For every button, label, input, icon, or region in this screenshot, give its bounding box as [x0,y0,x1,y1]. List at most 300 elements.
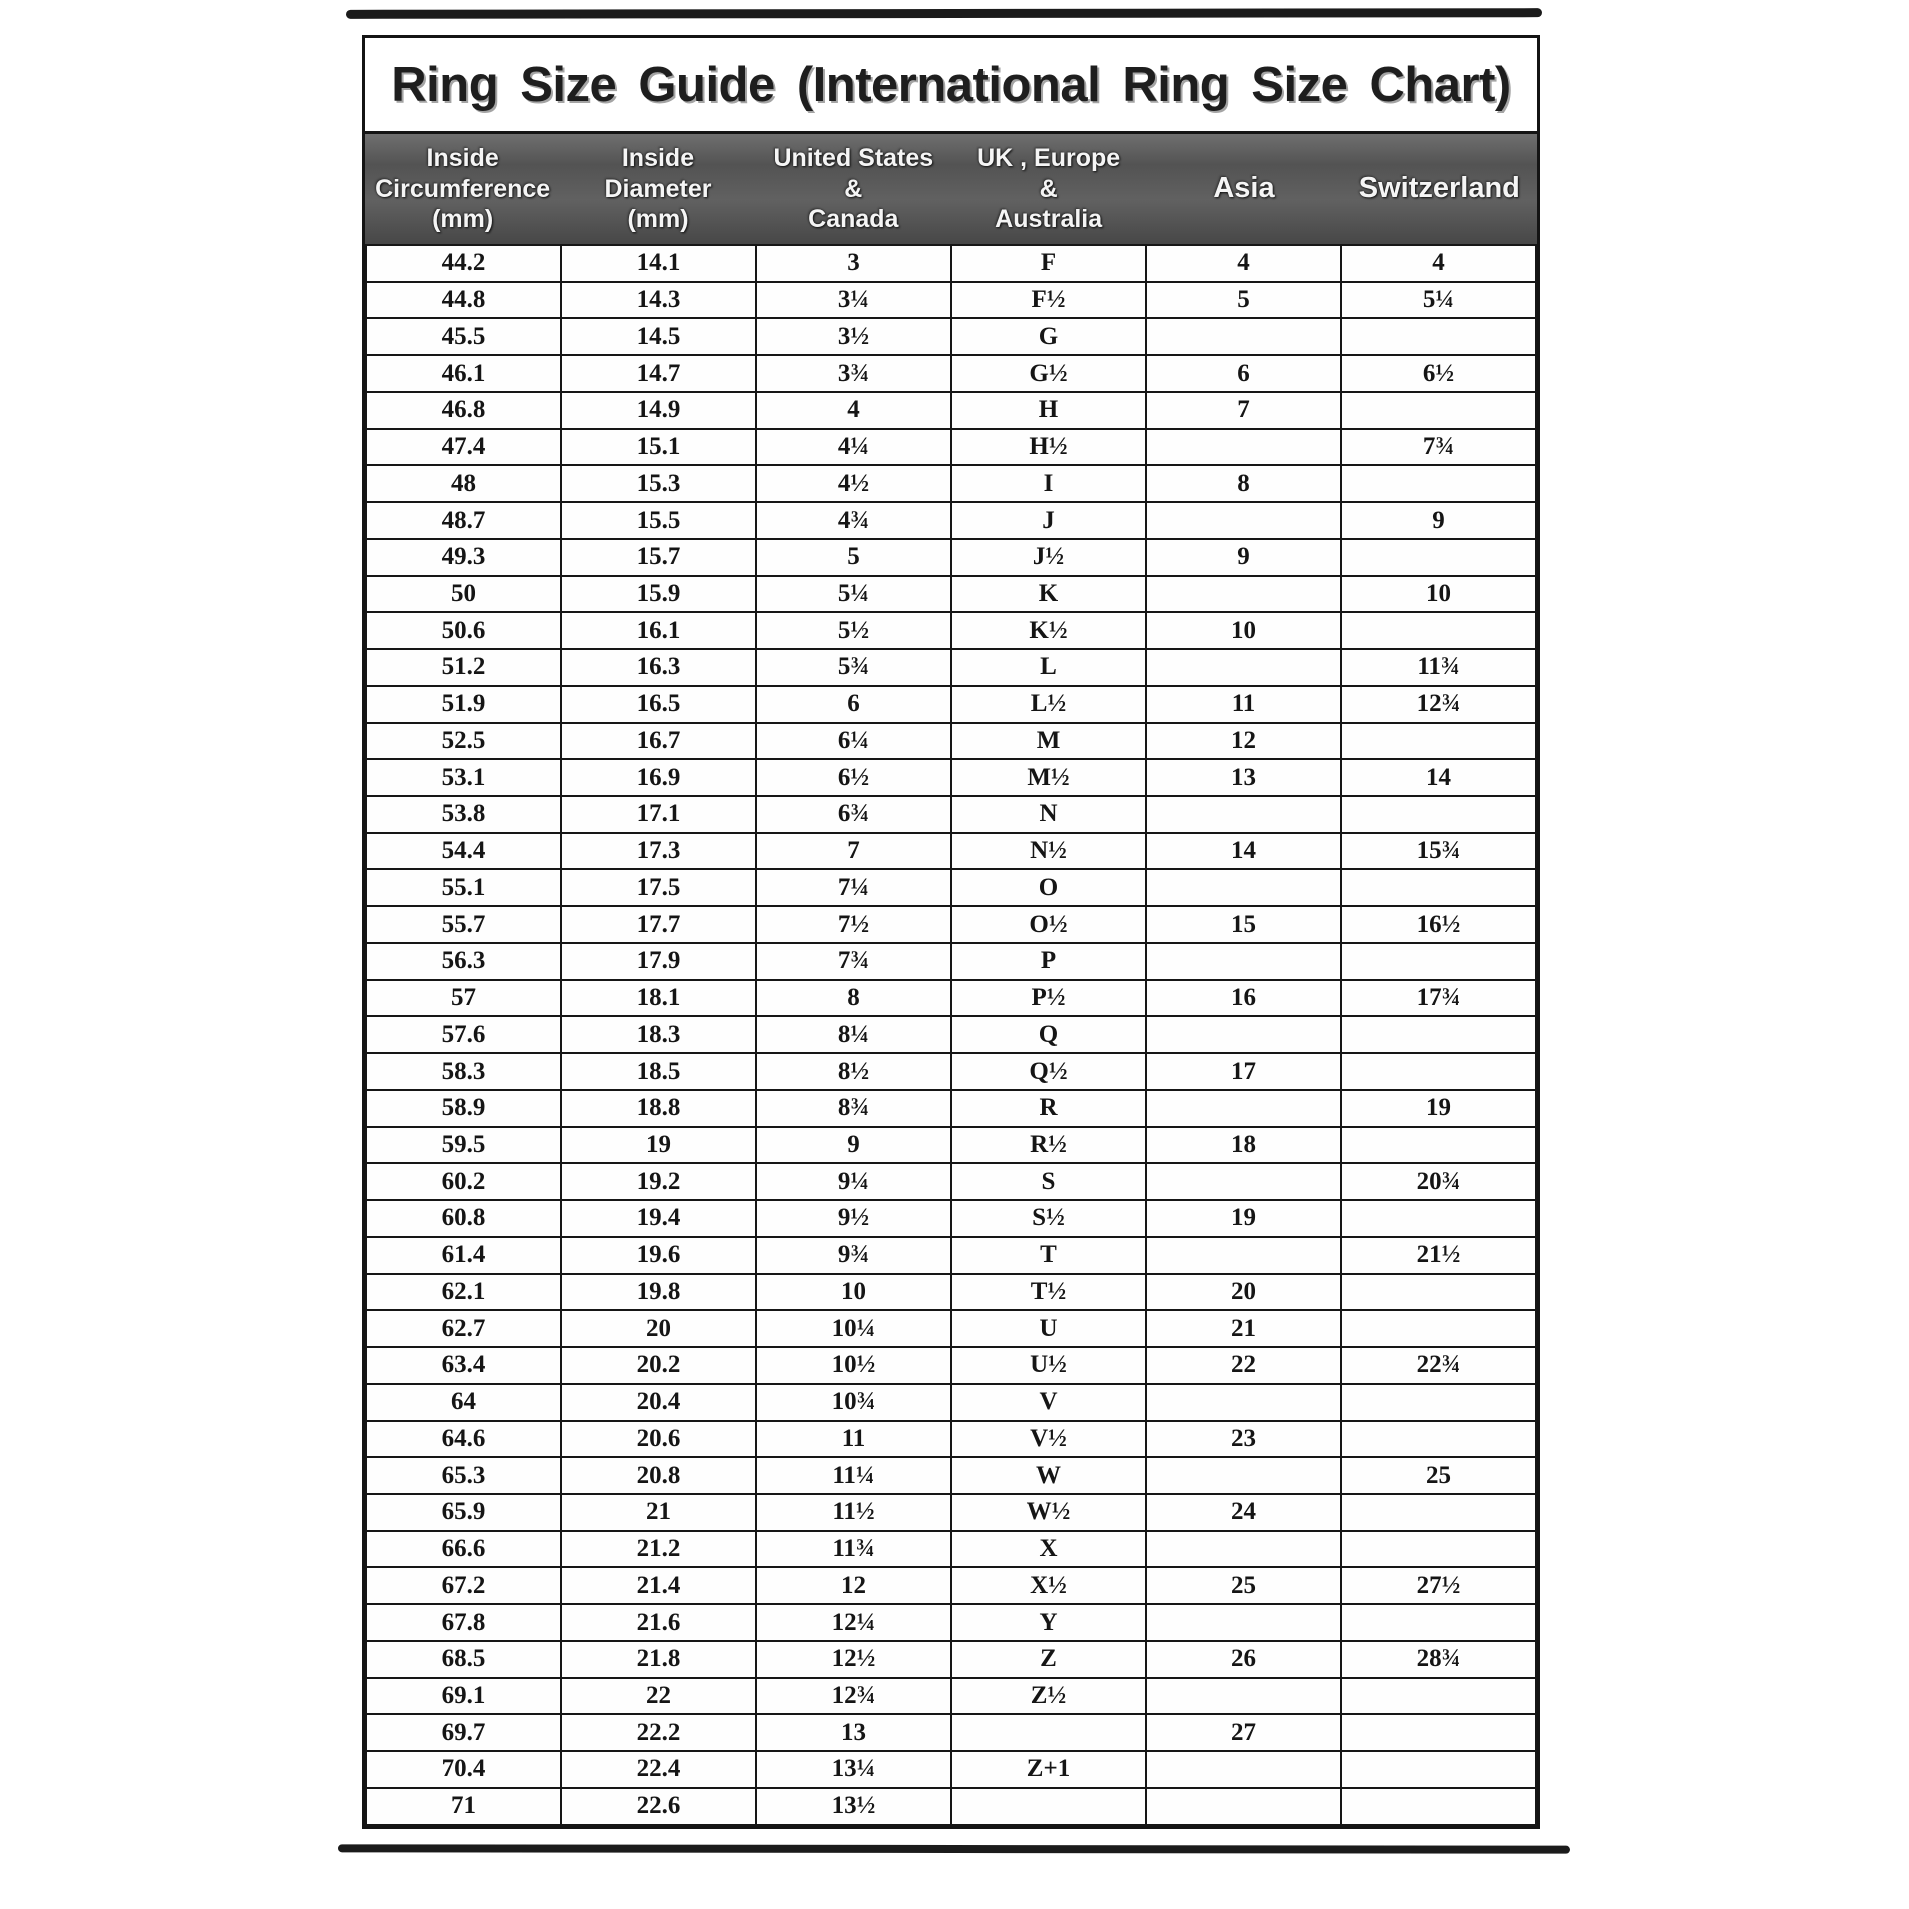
table-row [366,502,1536,539]
table-cell: W½ [951,1494,1146,1531]
table-cell: P [951,943,1146,980]
table-cell: S [951,1163,1146,1200]
table-cell [1146,1237,1341,1274]
table-cell [1341,539,1536,576]
table-cell: 4¾ [756,502,951,539]
table-cell: 5 [1146,282,1341,319]
table-cell: 4 [1341,245,1536,282]
table-row [366,833,1536,870]
column-header-line: Inside [621,144,695,173]
table-cell: 68.5 [366,1641,561,1678]
table-cell: 21.6 [561,1604,756,1641]
table-cell [951,1714,1146,1751]
table-cell: 67.8 [366,1604,561,1641]
table-row [366,1421,1536,1458]
ring-size-table [365,244,1537,1826]
table-cell: 21.4 [561,1567,756,1604]
table-row [366,1310,1536,1347]
column-header-line: UK , Europe [977,144,1121,173]
table-cell: 15.3 [561,465,756,502]
table-cell [1341,723,1536,760]
table-cell: 24 [1146,1494,1341,1531]
table-cell: 11½ [756,1494,951,1531]
table-cell: Y [951,1604,1146,1641]
table-row [366,1090,1536,1127]
table-cell: X [951,1531,1146,1568]
table-row [366,465,1536,502]
table-cell: 50.6 [366,612,561,649]
table-cell [1341,392,1536,429]
column-header-line: & [844,174,863,203]
table-cell: 7½ [756,906,951,943]
table-row [366,576,1536,613]
table-cell: 46.8 [366,392,561,429]
table-cell [1146,576,1341,613]
table-row [366,1053,1536,1090]
table-row [366,1237,1536,1274]
table-cell: 12 [756,1567,951,1604]
table-cell: 14.5 [561,318,756,355]
table-cell: 8 [1146,465,1341,502]
table-cell: 20.8 [561,1457,756,1494]
table-cell: 10½ [756,1347,951,1384]
table-cell: 9 [1341,502,1536,539]
table-cell [1341,612,1536,649]
table-cell: 7 [1146,392,1341,429]
table-cell: L½ [951,686,1146,723]
table-cell [1146,1384,1341,1421]
table-cell: 48 [366,465,561,502]
table-row [366,245,1536,282]
table-cell: 5½ [756,612,951,649]
table-cell: 19 [561,1127,756,1164]
table-cell: 15¾ [1341,833,1536,870]
table-cell: K [951,576,1146,613]
table-cell: 8½ [756,1053,951,1090]
table-cell: 8 [756,980,951,1017]
table-cell [1146,796,1341,833]
table-cell: 8¾ [756,1090,951,1127]
table-cell: 44.2 [366,245,561,282]
table-cell: 9 [1146,539,1341,576]
column-header [1146,134,1341,244]
table-cell: 11 [756,1421,951,1458]
table-cell: 9¼ [756,1163,951,1200]
table-cell: 25 [1146,1567,1341,1604]
table-cell: 14 [1341,759,1536,796]
column-header [756,134,951,244]
table-row [366,1678,1536,1715]
table-cell: 11¾ [756,1531,951,1568]
table-cell: 16.7 [561,723,756,760]
table-cell: 65.3 [366,1457,561,1494]
table-cell: W [951,1457,1146,1494]
table-cell [1341,1016,1536,1053]
table-cell: 18.5 [561,1053,756,1090]
table-cell: 11¾ [1341,649,1536,686]
table-cell: 21 [1146,1310,1341,1347]
top-horizontal-rule [346,8,1542,19]
table-cell: 13 [1146,759,1341,796]
table-cell: L [951,649,1146,686]
table-row [366,1641,1536,1678]
table-cell [1146,943,1341,980]
table-cell: G½ [951,355,1146,392]
table-cell: Q½ [951,1053,1146,1090]
table-cell: 5¼ [756,576,951,613]
table-cell [1341,1678,1536,1715]
table-cell [1341,1274,1536,1311]
table-cell: 6 [756,686,951,723]
table-cell: 19.4 [561,1200,756,1237]
table-cell [1341,1127,1536,1164]
page-title: Ring Size Guide (International Ring Size Chart) [391,57,1511,112]
table-cell: 17¾ [1341,980,1536,1017]
table-cell: 71 [366,1788,561,1825]
table-cell: 17 [1146,1053,1341,1090]
table-row [366,539,1536,576]
table-row [366,1604,1536,1641]
table-cell: H [951,392,1146,429]
table-row [366,759,1536,796]
table-row [366,796,1536,833]
table-cell: 57.6 [366,1016,561,1053]
table-cell: P½ [951,980,1146,1017]
table-cell: 16.9 [561,759,756,796]
table-cell: 5 [756,539,951,576]
table-row [366,1384,1536,1421]
table-cell: 25 [1341,1457,1536,1494]
table-cell: 15.9 [561,576,756,613]
table-cell: 17.9 [561,943,756,980]
table-row [366,686,1536,723]
table-cell: J [951,502,1146,539]
table-cell [1146,1090,1341,1127]
table-cell: 4 [756,392,951,429]
table-cell: 63.4 [366,1347,561,1384]
table-cell: X½ [951,1567,1146,1604]
table-cell: Q [951,1016,1146,1053]
column-header-line: Switzerland [1358,172,1520,205]
table-cell: G [951,318,1146,355]
table-cell: 20.4 [561,1384,756,1421]
table-cell: 19 [1341,1090,1536,1127]
table-row [366,392,1536,429]
table-cell [1146,1531,1341,1568]
table-cell: 54.4 [366,833,561,870]
table-row [366,980,1536,1017]
table-row [366,282,1536,319]
table-cell: 58.9 [366,1090,561,1127]
column-header-line: United States [773,144,934,173]
table-cell: 67.2 [366,1567,561,1604]
table-cell: Z½ [951,1678,1146,1715]
table-cell: H½ [951,429,1146,466]
table-cell [1146,649,1341,686]
bottom-horizontal-rule [338,1844,1570,1853]
table-cell: O [951,869,1146,906]
table-cell: 11 [1146,686,1341,723]
table-cell: 59.5 [366,1127,561,1164]
table-cell: 12¾ [1341,686,1536,723]
table-cell: 53.8 [366,796,561,833]
table-cell: 64.6 [366,1421,561,1458]
table-cell: U [951,1310,1146,1347]
table-row [366,1567,1536,1604]
table-cell: 22 [561,1678,756,1715]
table-cell [1341,1788,1536,1825]
table-cell: 9¾ [756,1237,951,1274]
table-cell: 20.2 [561,1347,756,1384]
table-cell: 44.8 [366,282,561,319]
table-cell: 20¾ [1341,1163,1536,1200]
table-cell [1341,1751,1536,1788]
table-cell: 21.8 [561,1641,756,1678]
table-cell: 16.3 [561,649,756,686]
table-cell: T½ [951,1274,1146,1311]
column-header [951,134,1146,244]
table-cell: 7 [756,833,951,870]
table-cell: 55.7 [366,906,561,943]
table-cell: 9 [756,1127,951,1164]
table-row [366,429,1536,466]
table-cell: 13 [756,1714,951,1751]
table-cell: 4½ [756,465,951,502]
table-cell: 58.3 [366,1053,561,1090]
table-cell: 3¼ [756,282,951,319]
table-cell [1341,318,1536,355]
table-cell [1341,1200,1536,1237]
table-cell: 51.9 [366,686,561,723]
table-cell: 27½ [1341,1567,1536,1604]
table-row [366,1016,1536,1053]
table-cell: R [951,1090,1146,1127]
table-cell: 10¾ [756,1384,951,1421]
table-cell: 12 [1146,723,1341,760]
table-cell [1146,1678,1341,1715]
table-row [366,1274,1536,1311]
column-header-line: & [1039,174,1058,203]
ring-size-chart-frame [362,35,1540,1829]
table-cell: F [951,245,1146,282]
table-cell [1146,502,1341,539]
table-cell: 28¾ [1341,1641,1536,1678]
table-cell: 16½ [1341,906,1536,943]
column-header-line: Inside [426,144,499,173]
table-cell: 15.5 [561,502,756,539]
table-row [366,1200,1536,1237]
table-cell [1146,1751,1341,1788]
table-cell: 7¼ [756,869,951,906]
table-cell: 6 [1146,355,1341,392]
table-row [366,1347,1536,1384]
table-cell: F½ [951,282,1146,319]
table-cell [1341,1310,1536,1347]
table-cell: 69.1 [366,1678,561,1715]
column-header [365,134,560,244]
table-cell: 53.1 [366,759,561,796]
table-cell: 3¾ [756,355,951,392]
table-cell: 61.4 [366,1237,561,1274]
table-cell: 18.3 [561,1016,756,1053]
table-cell [1341,943,1536,980]
table-cell: 12¼ [756,1604,951,1641]
column-header-line: Diameter [604,174,712,203]
table-row [366,1457,1536,1494]
table-cell: 9½ [756,1200,951,1237]
table-cell: Z+1 [951,1751,1146,1788]
column-header-line: Circumference [375,174,551,203]
table-cell: V [951,1384,1146,1421]
table-cell: 6¾ [756,796,951,833]
table-cell: 22.6 [561,1788,756,1825]
table-cell: 69.7 [366,1714,561,1751]
table-cell: 22.4 [561,1751,756,1788]
table-cell: 55.1 [366,869,561,906]
table-row [366,612,1536,649]
table-cell [1146,429,1341,466]
table-cell: 19.2 [561,1163,756,1200]
table-cell: N [951,796,1146,833]
table-cell: 64 [366,1384,561,1421]
table-cell: 60.2 [366,1163,561,1200]
table-cell [1341,1531,1536,1568]
table-row [366,318,1536,355]
table-cell: K½ [951,612,1146,649]
table-row [366,1788,1536,1825]
table-cell: I [951,465,1146,502]
table-cell: M½ [951,759,1146,796]
table-cell: 5¼ [1341,282,1536,319]
table-cell: 50 [366,576,561,613]
table-cell [951,1788,1146,1825]
table-cell: 15.1 [561,429,756,466]
table-cell [1341,1494,1536,1531]
table-cell: 22¾ [1341,1347,1536,1384]
table-cell: 62.1 [366,1274,561,1311]
table-cell [1341,1421,1536,1458]
table-cell: 11¼ [756,1457,951,1494]
table-cell: 5¾ [756,649,951,686]
table-cell: 4¼ [756,429,951,466]
table-row [366,906,1536,943]
table-cell: 6¼ [756,723,951,760]
table-cell: 47.4 [366,429,561,466]
table-row [366,1163,1536,1200]
table-cell: 3½ [756,318,951,355]
title-bar [365,38,1537,134]
table-cell [1341,1714,1536,1751]
table-cell: M [951,723,1146,760]
table-row [366,1531,1536,1568]
table-cell: 23 [1146,1421,1341,1458]
column-header [1342,134,1537,244]
table-cell [1341,1604,1536,1641]
table-cell: T [951,1237,1146,1274]
table-cell: 57 [366,980,561,1017]
table-cell: 19 [1146,1200,1341,1237]
table-cell: 16.5 [561,686,756,723]
table-cell: 7¾ [756,943,951,980]
table-cell: 15.7 [561,539,756,576]
table-cell: 17.1 [561,796,756,833]
table-cell: 10 [756,1274,951,1311]
table-cell: 17.5 [561,869,756,906]
table-cell: 49.3 [366,539,561,576]
table-cell: 12¾ [756,1678,951,1715]
table-row [366,1127,1536,1164]
table-cell: 15 [1146,906,1341,943]
table-row [366,355,1536,392]
table-cell [1341,1053,1536,1090]
table-cell [1341,465,1536,502]
table-cell: 6½ [1341,355,1536,392]
table-row [366,1494,1536,1531]
table-row [366,943,1536,980]
table-cell [1341,1384,1536,1421]
table-cell [1341,869,1536,906]
column-header-line: (mm) [627,205,689,234]
table-cell: 22.2 [561,1714,756,1751]
table-cell: 8¼ [756,1016,951,1053]
table-cell: O½ [951,906,1146,943]
table-cell: 10 [1341,576,1536,613]
table-cell: 18 [1146,1127,1341,1164]
table-cell: Z [951,1641,1146,1678]
column-header-line: (mm) [432,205,494,234]
table-cell: 14 [1146,833,1341,870]
table-cell: 7¾ [1341,429,1536,466]
table-cell: 4 [1146,245,1341,282]
table-cell: 16.1 [561,612,756,649]
table-cell: 21.2 [561,1531,756,1568]
table-cell: 65.9 [366,1494,561,1531]
table-cell: 10 [1146,612,1341,649]
table-cell: 19.6 [561,1237,756,1274]
table-cell: 27 [1146,1714,1341,1751]
table-cell: 66.6 [366,1531,561,1568]
column-header-line: Australia [995,205,1103,234]
table-cell: U½ [951,1347,1146,1384]
table-cell: V½ [951,1421,1146,1458]
table-cell: 60.8 [366,1200,561,1237]
table-header [365,134,1537,244]
table-cell: 17.7 [561,906,756,943]
table-row [366,1714,1536,1751]
table-body [366,245,1536,1825]
table-cell: 13½ [756,1788,951,1825]
table-cell: 14.1 [561,245,756,282]
table-cell [1146,1604,1341,1641]
table-row [366,723,1536,760]
table-cell: 20 [561,1310,756,1347]
table-cell: 14.7 [561,355,756,392]
table-cell: 62.7 [366,1310,561,1347]
table-cell: 46.1 [366,355,561,392]
table-cell: 20 [1146,1274,1341,1311]
table-row [366,649,1536,686]
table-cell: 21 [561,1494,756,1531]
table-cell [1146,1163,1341,1200]
table-cell [1146,1788,1341,1825]
table-cell: 3 [756,245,951,282]
table-cell: 17.3 [561,833,756,870]
table-cell: 10¼ [756,1310,951,1347]
table-cell: 45.5 [366,318,561,355]
table-cell: 51.2 [366,649,561,686]
column-header [560,134,755,244]
table-cell [1146,869,1341,906]
